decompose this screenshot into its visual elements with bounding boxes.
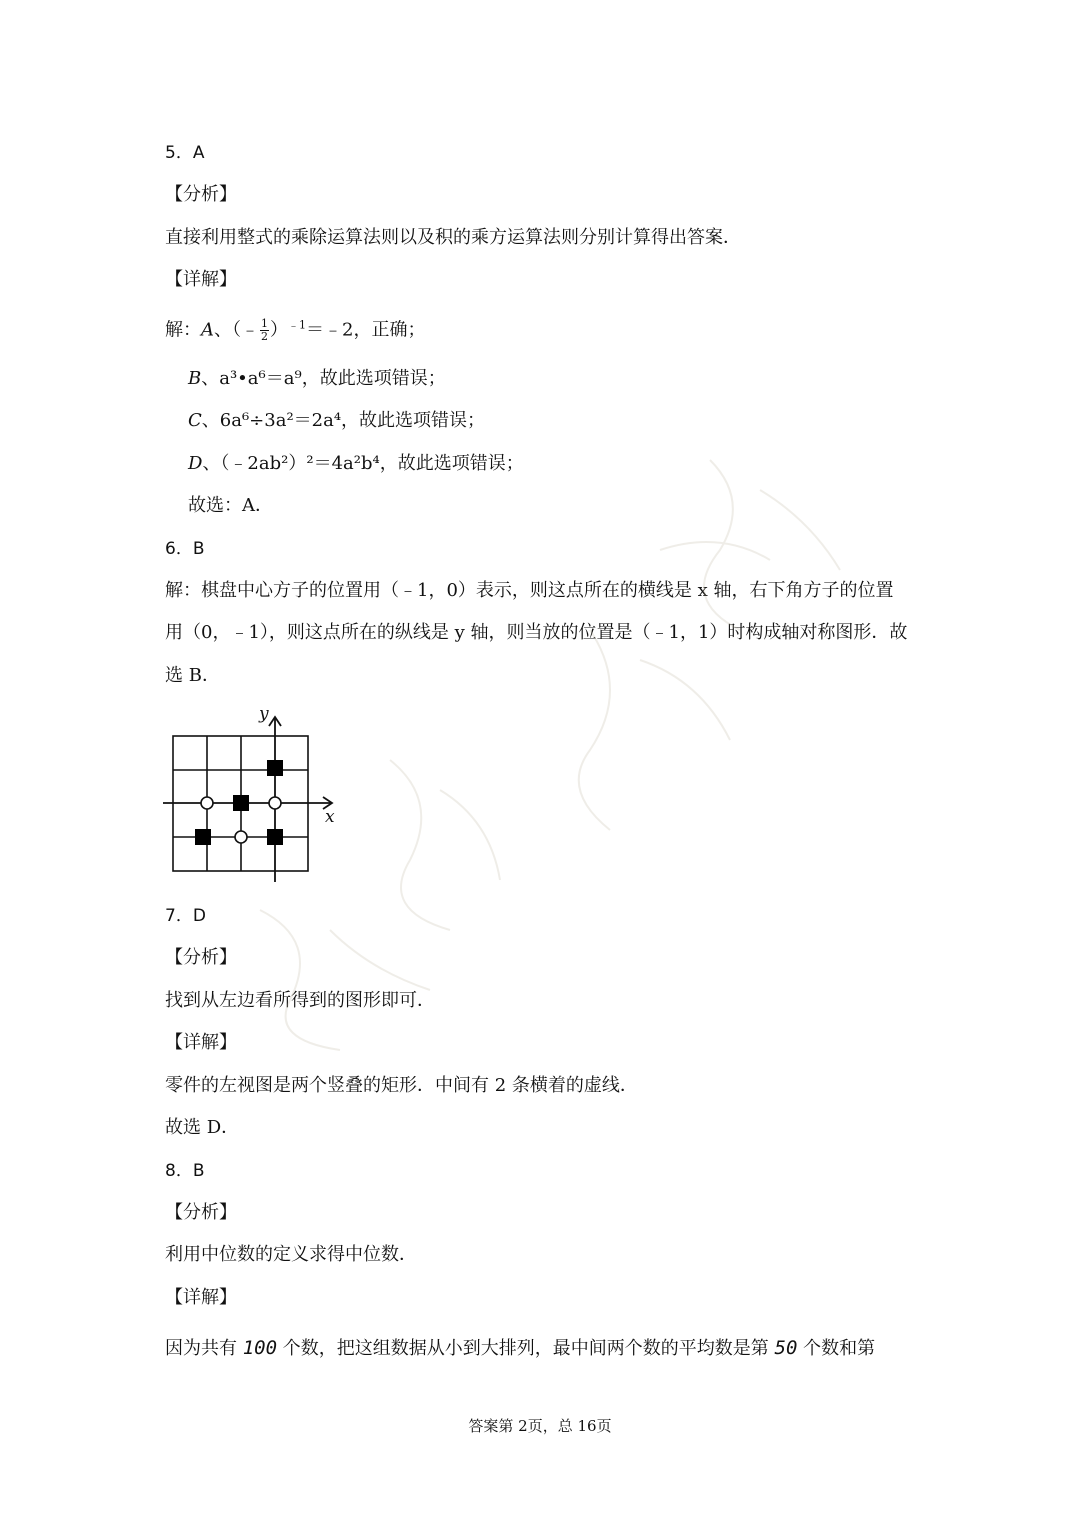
q6-answer: 6．B: [165, 539, 205, 559]
q5-solution-d: D、（﹣2ab²）²＝4a²b⁴，故此选项错误；: [188, 453, 524, 474]
q7-analysis-text: 找到从左边看所得到的图形即可．: [165, 990, 435, 1011]
page-footer: 答案第 2页，总 16页: [468, 1417, 612, 1435]
x-axis-label: x: [325, 807, 335, 827]
q5-conclusion: 故选：A．: [188, 495, 273, 516]
watermark: [240, 430, 900, 1090]
q5-sol-a-tail: ＝﹣2，正确；: [306, 319, 426, 341]
q5-sol-a-exponent: ﹣1: [288, 318, 306, 332]
q5-detail-heading: 【详解】: [165, 269, 237, 290]
q5-solution-c: C、6a⁶÷3a²＝2a⁴，故此选项错误；: [188, 410, 486, 431]
q8-detail-heading: 【详解】: [165, 1287, 237, 1308]
q6-solution-line2: 用（0，﹣1），则这点所在的纵线是 y 轴，则当放的位置是（﹣1，1）时构成轴对称图形．故: [165, 622, 908, 643]
fraction: [260, 318, 269, 343]
q8-detail-text: [165, 1336, 875, 1361]
q5-sol-d-text: 、（﹣2ab²）²＝4a²b⁴，故此选项错误；: [202, 453, 524, 474]
q5-sol-a-mid: 、（﹣: [214, 319, 259, 341]
q8-answer: 8．B: [165, 1161, 205, 1181]
q8-detail-a: 因为共有: [165, 1338, 237, 1359]
q8-number-50: 50: [774, 1337, 798, 1359]
q7-analysis-heading: 【分析】: [165, 947, 237, 968]
y-axis-label: y: [259, 704, 269, 724]
q7-conclusion: 故选 D．: [165, 1117, 240, 1138]
white-stone: [201, 797, 213, 809]
q7-detail-heading: 【详解】: [165, 1032, 237, 1053]
q8-number-100: 100: [242, 1337, 278, 1359]
q6-solution-line1: 解：棋盘中心方子的位置用（﹣1，0）表示，则这点所在的横线是 x 轴，右下角方子的位置: [165, 580, 894, 601]
q5-analysis-text: 直接利用整式的乘除运算法则以及积的乘方运算法则分别计算得出答案．: [165, 227, 741, 248]
fraction-denominator: 2: [261, 330, 268, 343]
q5-answer: 5．A: [165, 143, 205, 163]
q5-analysis-heading: 【分析】: [165, 184, 237, 205]
q6-solution-line3: 选 B．: [165, 665, 220, 686]
black-stone: [195, 829, 211, 845]
q5-solution-a: 解：A、（﹣ $\frac{1}{2}$ ）$^{﹣1}$＝﹣2，正确；: [165, 317, 426, 343]
q8-detail-c: 个数和第: [803, 1338, 876, 1359]
q5-sol-c-text: 、6a⁶÷3a²＝2a⁴，故此选项错误；: [201, 410, 486, 431]
fraction-numerator: 1: [261, 317, 268, 330]
q8-detail-b: 个数，把这组数据从小到大排列，最中间两个数的平均数是第: [282, 1338, 769, 1359]
q8-analysis-text: 利用中位数的定义求得中位数．: [165, 1244, 417, 1265]
q8-analysis-heading: 【分析】: [165, 1202, 237, 1223]
q5-sol-b-text: 、a³•a⁶＝a⁹，故此选项错误；: [201, 368, 446, 389]
q7-answer: 7．D: [165, 906, 206, 926]
q7-detail-text: 零件的左视图是两个竖叠的矩形．中间有 2 条横着的虚线．: [165, 1075, 638, 1096]
q5-sol-a-letter: A: [201, 319, 214, 341]
q5-sol-prefix: 解：: [165, 319, 201, 341]
q5-solution-b: B、a³•a⁶＝a⁹，故此选项错误；: [188, 368, 446, 389]
